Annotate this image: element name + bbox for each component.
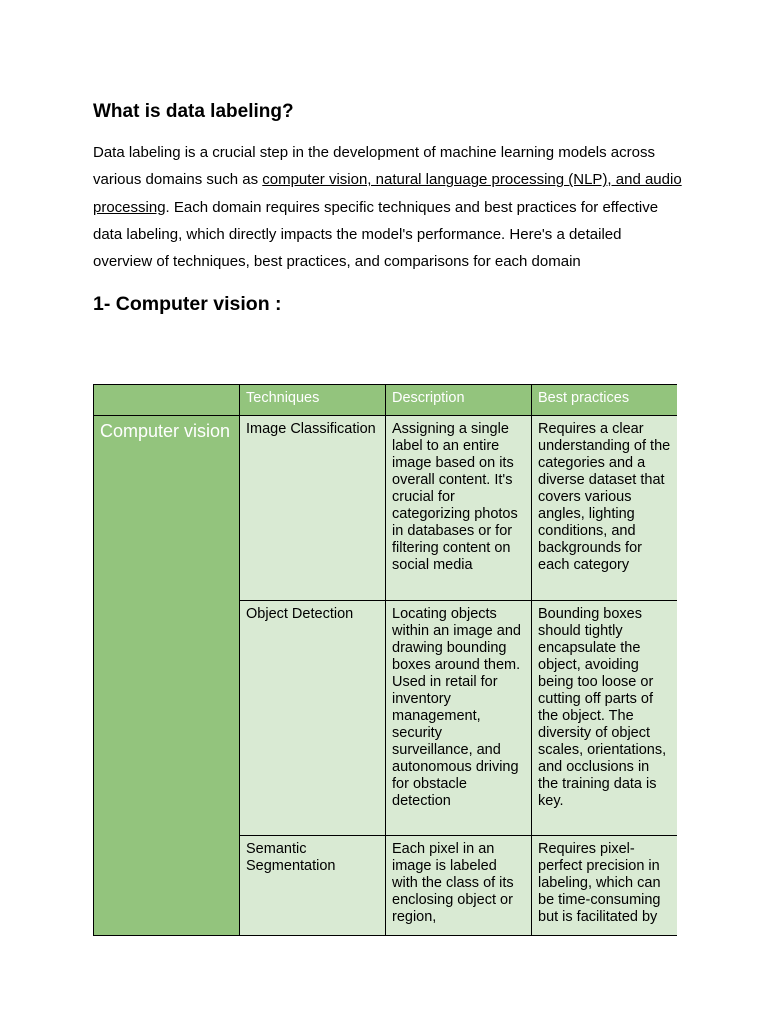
description-cell: Each pixel in an image is labeled with the class of its enclosing object or region, bbox=[386, 836, 532, 937]
intro-text-end: . Each domain requires specific techniques and best practices for effective data labeling, which directly impacts the model's performance. Here's a detailed overview of techniques, best practices, and comparisons for each domain bbox=[93, 198, 659, 271]
technique-cell: Image Classification bbox=[240, 416, 386, 601]
section-heading: 1- Computer vision : bbox=[93, 293, 282, 315]
domains-link[interactable]: computer vision, natural language processing (NLP), and audio processing bbox=[93, 171, 682, 216]
description-cell: Assigning a single label to an entire image based on its overall content. It's crucial for categorizing photos in databases or for filtering content on social media bbox=[386, 416, 532, 601]
header-cell-description: Description bbox=[386, 385, 532, 416]
best-practice-cell: Requires a clear understanding of the categories and a diverse dataset that covers various angles, lighting conditions, and backgrounds for each category bbox=[532, 416, 678, 601]
header-cell-empty bbox=[94, 385, 240, 416]
table-header-row bbox=[94, 385, 678, 416]
domain-cell: Computer vision bbox=[94, 416, 240, 937]
header-cell-best-practices: Best practices bbox=[532, 385, 678, 416]
best-practice-cell: Requires pixel-perfect precision in labeling, which can be time-consuming but is facilitated by bbox=[532, 836, 678, 937]
page-title: What is data labeling? bbox=[93, 101, 294, 122]
table-container bbox=[93, 384, 677, 936]
header-cell-techniques: Techniques bbox=[240, 385, 386, 416]
table-row bbox=[94, 416, 678, 601]
computer-vision-table bbox=[93, 384, 677, 936]
intro-text-start: Data labeling is a crucial step in the development of machine learning models across various domains such as bbox=[93, 144, 655, 189]
technique-cell: Object Detection bbox=[240, 601, 386, 836]
technique-cell: Semantic Segmentation bbox=[240, 836, 386, 937]
description-cell: Locating objects within an image and drawing bounding boxes around them. Used in retail for inventory management, security surveillance, and autonomous driving for obstacle detection bbox=[386, 601, 532, 836]
intro-paragraph bbox=[93, 139, 683, 275]
best-practice-cell: Bounding boxes should tightly encapsulate the object, avoiding being too loose or cutting off parts of the object. The diversity of object scales, orientations, and occlusions in the training data is key. bbox=[532, 601, 678, 836]
